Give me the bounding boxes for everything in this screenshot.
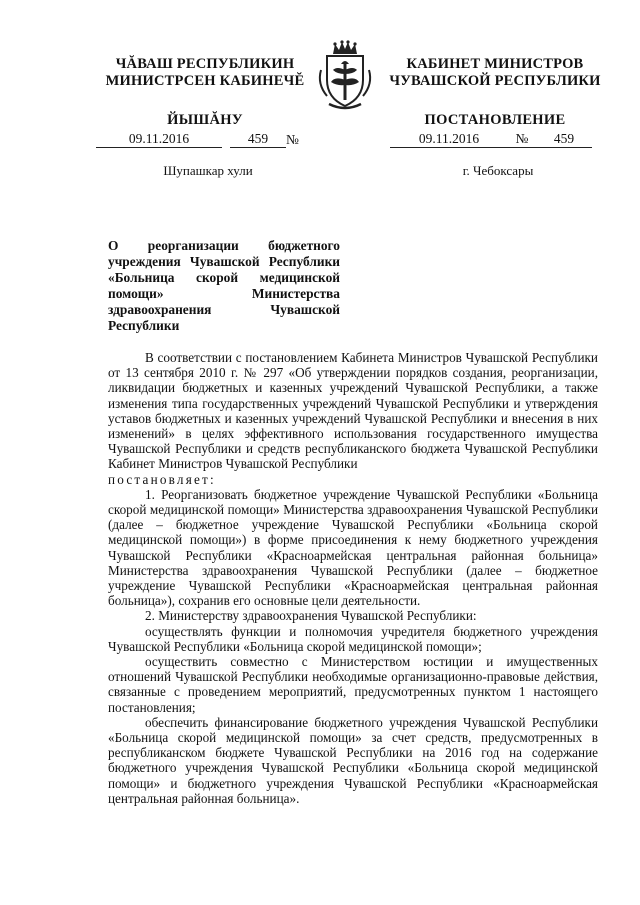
document-body [108, 350, 598, 806]
header-left [90, 56, 320, 129]
number-right: 459 [536, 131, 592, 148]
header-left-doc-type: ЙЫШĂНУ [167, 112, 243, 128]
number-left: 459 [230, 131, 286, 148]
decree-line [108, 472, 598, 487]
date-left: 09.11.2016 [96, 131, 222, 148]
header-left-line1: ЧĂВАШ РЕСПУБЛИКИН [115, 56, 295, 72]
item-2-paragraph: 2. Министерству здравоохранения Чувашской Республики: [145, 608, 477, 624]
item-2a-paragraph: осуществлять функции и полномочия учредителя бюджетного учреждения Чувашской Республики «Больница скорой медицинской помощи»; [108, 623, 598, 654]
header-right-line2: ЧУВАШСКОЙ РЕСПУБЛИКИ [389, 73, 601, 89]
number-sign-right: № [508, 131, 536, 148]
item-2c-paragraph: обеспечить финансирование бюджетного учреждения Чувашской Республики «Больница скорой медицинской помощи» за счет средств, предусмотренных в республиканском бюджете Чувашской Республики на 2016 год на содержание бюджетного учреждения Чувашской Республики «Больница скорой медицинской помощи» и бюджетного учреждения Чувашской Республики «Красноармейская центральная районная больница». [108, 714, 598, 806]
dateline-right [390, 131, 600, 148]
coat-of-arms-emblem [315, 40, 375, 112]
item-2b-paragraph: осуществить совместно с Министерством юстиции и имущественных отношений Чувашской Республики необходимые организационно-правовые действия, связанные с проведением мероприятий, предусмотренных пунктом 1 настоящего постановления; [108, 654, 598, 715]
document-title: О реорганизации бюджетного учреждения Чувашской Республики «Больница скорой медицинской помощи» Министерства здравоохранения Чувашской Республики [108, 238, 340, 333]
dateline-left [96, 131, 312, 148]
intro-text: В соответствии с постановлением Кабинета Министров Чувашской Республики от 13 сентября 2010 г. № 297 «Об утверждении порядков создания, реорганизации, ликвидации бюджетных и казенных учреждений Чувашской Республики, а также изменения типа государственных учреждений Чувашской Республики и утверждения уставов бюджетных и казенных учреждений Чувашской Республики и внесения в них изменений» в целях эффективного использования государственного имущества Чувашской Республики и средств республиканского бюджета Чувашской Республики Кабинет Министров Чувашской Республики [108, 350, 598, 472]
header-right-doc-type: ПОСТАНОВЛЕНИЕ [424, 112, 566, 128]
item-1-paragraph: 1. Реорганизовать бюджетное учреждение Чувашской Республики «Больница скорой медицинской помощи» Министерства здравоохранения Чувашской Республики (далее – бюджетное учреждение Чувашской Республики «Больница скорой медицинской помощи») в форме присоединения к нему бюджетного учреждения Чувашской Республики «Красноармейская центральная районная больница» Министерства здравоохранения Чувашской Республики (далее – бюджетное учреждение Чувашской Республики «Красноармейская центральная районная больница»), сохранив его основные цели деятельности. [108, 486, 598, 609]
header-right-line1: КАБИНЕТ МИНИСТРОВ [406, 56, 584, 72]
intro-paragraph [108, 350, 598, 472]
place-right: г. Чебоксары [462, 163, 534, 178]
header-right [380, 56, 610, 129]
coat-of-arms-icon [315, 40, 375, 112]
number-sign-left: № [286, 132, 299, 147]
decree-word: постановляет: [108, 471, 216, 487]
date-right: 09.11.2016 [390, 131, 508, 148]
place-left: Шупашкар хули [163, 163, 253, 178]
header-left-line2: МИНИСТРСЕН КАБИНЕЧĔ [105, 73, 305, 89]
